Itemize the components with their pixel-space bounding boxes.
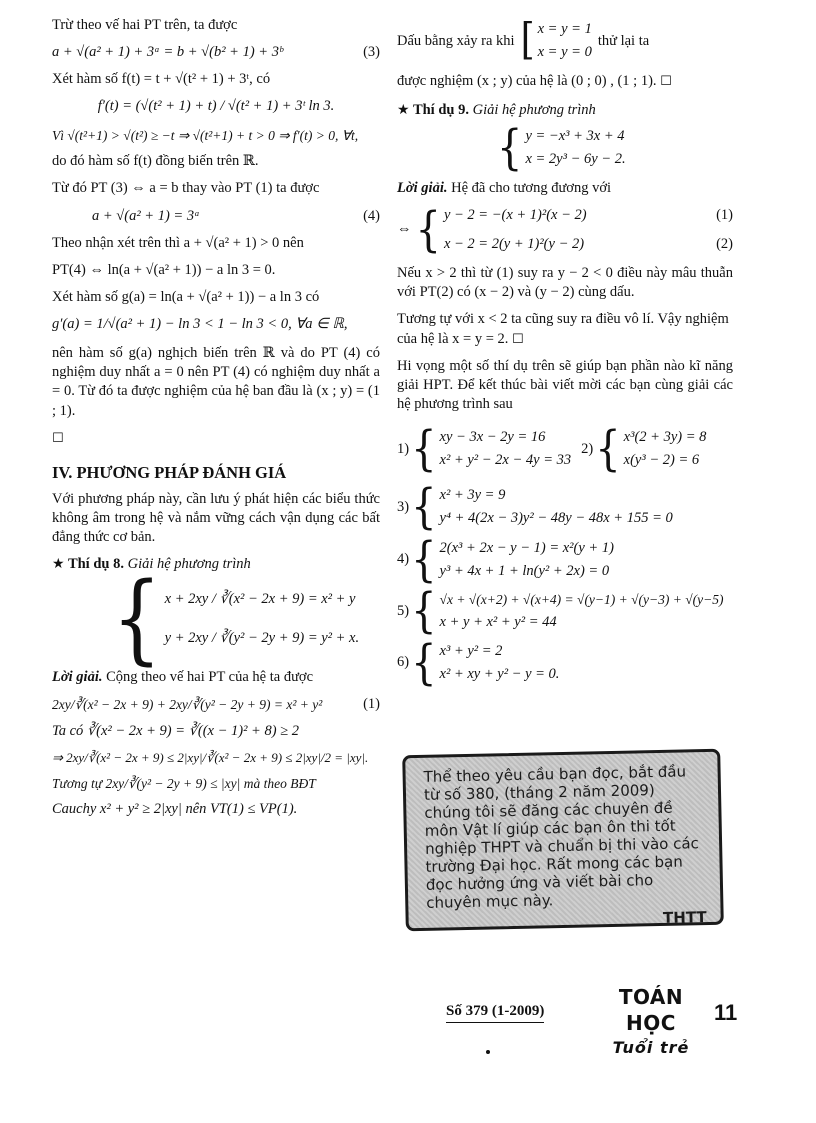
example-label: Thí dụ 9. <box>412 102 469 119</box>
system-row: x³ + y² = 2 <box>439 642 503 659</box>
derivative-formula: f′(t) = (√(t² + 1) + t) / √(t² + 1) + 3ᵗ ln 3. <box>97 98 335 115</box>
solution-label: Lời giải. <box>397 179 448 196</box>
system-row: x + 2xy / ∛(x² − 2x + 9) = x² + y <box>164 590 356 607</box>
solution-label: Lời giải. <box>52 669 103 686</box>
brace-icon: { <box>411 421 437 477</box>
paragraph: thử lại ta <box>597 32 650 49</box>
paragraph: Vì √(t²+1) > √(t²) ≥ −t ⇒ √(t²+1) + t > 0 ⇒ f′(t) > 0, ∀t, <box>52 127 359 143</box>
paragraph: Từ đó PT (3) ⇔ a = b thay vào PT (1) ta được <box>52 180 320 197</box>
equation-tag: (1) <box>363 696 380 713</box>
brace-icon: { <box>112 562 162 676</box>
page-footer <box>446 984 746 1057</box>
problem-number: 6) <box>397 654 410 671</box>
equation-3 <box>52 43 380 62</box>
problem-5 <box>397 583 733 639</box>
system-row: y + 2xy / ∛(y² − 2y + 9) = y² + x. <box>164 630 360 647</box>
paragraph: Xét hàm số g(a) = ln(a + √(a² + 1)) − a ln 3 có <box>52 288 320 305</box>
example-heading: Giải hệ phương trình <box>127 555 251 572</box>
system-row: x² + 3y = 9 <box>439 487 506 504</box>
problem-4 <box>397 532 733 588</box>
paragraph: PT(4) ⇔ ln(a + √(a² + 1)) − a ln 3 = 0. <box>52 261 276 278</box>
example-9-title <box>397 101 733 120</box>
brace-icon: { <box>497 120 523 176</box>
paragraph-text: được nghiệm (x ; y) của hệ là (0 ; 0) , (1 ; 1). <box>397 73 657 90</box>
notice-box <box>402 749 724 932</box>
example-label: Thí dụ 8. <box>67 555 124 572</box>
paragraph <box>397 310 733 348</box>
case-row: x = y = 1 <box>537 21 592 37</box>
logo-bottom-text: Tuổi trẻ <box>612 1037 690 1057</box>
issue-number: Số 379 (1-2009) <box>446 1002 544 1023</box>
system-row: x = 2y³ − 6y − 2. <box>525 150 626 167</box>
equation-tag: (4) <box>363 207 380 224</box>
notice-signature: THTT <box>662 908 707 927</box>
paragraph: Tương tự 2xy/∛(y² − 2y + 9) ≤ |xy| mà theo BĐT <box>52 775 316 791</box>
paragraph: Nếu x > 2 thì từ (1) suy ra y − 2 < 0 điều này mâu thuẫn với PT(2) có (x − 2) và (y − 2) cùng dấu. <box>397 265 733 301</box>
problem-number: 2) <box>581 440 594 457</box>
g-derivative-formula: g′(a) = 1/√(a² + 1) − ln 3 < 1 − ln 3 < 0, ∀a ∈ ℝ, <box>52 316 348 333</box>
problem-number: 5) <box>397 602 410 619</box>
problem-number: 3) <box>397 498 410 515</box>
paragraph <box>397 72 733 91</box>
system-row: √x + √(x+2) + √(x+4) = √(y−1) + √(y−3) + √(y−5) <box>439 591 724 607</box>
system-row: x(y³ − 2) = 6 <box>623 452 700 469</box>
problem-6 <box>397 635 733 691</box>
paragraph: Theo nhận xét trên thì a + √(a² + 1) > 0 nên <box>52 234 304 251</box>
system-row: y³ + 4x + 1 + ln(y² + 2x) = 0 <box>439 562 610 579</box>
case-row: x = y = 0 <box>537 44 592 61</box>
equation-tag: (3) <box>363 44 380 61</box>
system-row: y − 2 = −(x + 1)²(x − 2) <box>443 206 587 223</box>
system-row: x − 2 = 2(y + 1)²(y − 2) <box>443 236 585 252</box>
paragraph: ⇒ 2xy/∛(x² − 2x + 9) ≤ 2|xy|/∛(x² − 2x + 9) ≤ 2|xy|/2 = |xy|. <box>52 750 369 766</box>
paragraph: Ta có ∛(x² − 2x + 9) = ∛((x − 1)² + 8) ≥ 2 <box>52 723 300 740</box>
problem-2 <box>581 421 707 477</box>
magazine-logo <box>596 984 706 1058</box>
solution-intro <box>52 668 380 687</box>
equation-4 <box>52 207 380 226</box>
qed-icon: ☐ <box>512 331 524 347</box>
problem-number: 4) <box>397 551 410 568</box>
paragraph-text: Tương tự với x < 2 ta cũng suy ra điều vô lí. Vậy nghiệm của hệ là x = y = 2. <box>397 311 729 347</box>
brace-icon: { <box>415 202 441 258</box>
paragraph: Xét hàm số f(t) = t + √(t² + 1) + 3ᵗ, có <box>52 71 271 88</box>
solution-text: Hệ đã cho tương đương với <box>451 179 612 196</box>
system-row: y⁴ + 4(2x − 3)y² − 48y − 48x + 155 = 0 <box>439 510 673 527</box>
problem-1 <box>397 421 572 477</box>
paragraph: do đó hàm số f(t) đồng biến trên ℝ. <box>52 153 259 170</box>
brace-icon: { <box>411 635 437 691</box>
example-8-title <box>52 555 380 574</box>
section-title: IV. PHƯƠNG PHÁP ĐÁNH GIÁ <box>52 462 287 482</box>
paragraph: Trừ theo vế hai PT trên, ta được <box>52 17 238 33</box>
paragraph: nên hàm số g(a) nghịch biến trên ℝ và do PT (4) có nghiệm duy nhất a = 0 nên PT (4) có nghiệm duy nhất a = 0. Từ đó ta được nghiệm của hệ ban đầu là (x ; y) = (1 ; 1). <box>52 345 380 419</box>
example-heading: Giải hệ phương trình <box>472 102 596 119</box>
brace-icon: { <box>595 421 621 477</box>
problem-3 <box>397 479 733 535</box>
notice-text: Thể theo yêu cầu bạn đọc, bắt đầu từ số 380, (tháng 2 năm 2009) chúng tôi sẽ đăng các chuyên đề môn Vật lí giúp các bạn ôn thi tốt nghiệp THPT và chuẩn bị thi vào các trường Đại học. Rất mong các bạn đọc hưởng ứng và viết bài cho chuyên mục này. <box>423 762 699 912</box>
equation-tag: (2) <box>716 236 733 252</box>
bracket-icon: [ <box>520 15 535 66</box>
scan-speck <box>486 1050 490 1054</box>
system-row: xy − 3x − 2y = 16 <box>439 429 546 445</box>
star-icon: ★ <box>52 555 65 572</box>
equation-system <box>397 120 733 176</box>
system-row: x + y + x² + y² = 44 <box>439 613 557 630</box>
paragraph: Dấu bằng xảy ra khi <box>397 32 515 49</box>
problems-1-2 <box>397 422 733 480</box>
brace-icon: { <box>411 532 437 588</box>
qed-icon: ☐ <box>660 74 672 90</box>
brace-icon: { <box>411 479 437 535</box>
system-row: x² + y² − 2x − 4y = 33 <box>439 452 572 469</box>
equivalence-icon: ⇔ <box>397 221 412 238</box>
system-row: x² + xy + y² − y = 0. <box>439 665 560 682</box>
logo-top-text: TOÁN HỌC <box>618 985 684 1036</box>
equation-text: a + √(a² + 1) = 3ᵃ <box>92 207 200 224</box>
right-column <box>397 16 733 694</box>
problem-number: 1) <box>397 440 410 457</box>
page-number: 11 <box>714 1000 738 1025</box>
system-row: y = −x³ + 3x + 4 <box>525 127 625 144</box>
system-row: x³(2 + 3y) = 8 <box>623 429 707 445</box>
equality-condition <box>397 15 733 66</box>
equation-text: 2xy/∛(x² − 2x + 9) + 2xy/∛(y² − 2y + 9) = x² + y² <box>52 696 323 712</box>
brace-icon: { <box>411 583 437 639</box>
solution-text: Cộng theo vế hai PT của hệ ta được <box>106 669 314 686</box>
equation-text: a + √(a² + 1) + 3ᵃ = b + √(b² + 1) + 3ᵇ <box>52 44 283 61</box>
paragraph: Với phương pháp này, cần lưu ý phát hiện các biểu thức không âm trong hệ và nắm vững cách vận dụng các bất đẳng thức cơ bản. <box>52 490 380 545</box>
system-row: 2(x³ + 2x − y − 1) = x²(y + 1) <box>439 539 614 556</box>
equivalent-system <box>397 202 733 258</box>
star-icon: ★ <box>397 102 410 119</box>
paragraph: Hi vọng một số thí dụ trên sẽ giúp bạn phần nào kĩ năng giải HPT. Để kết thúc bài viết mời các bạn cùng giải các hệ phương trình sau <box>397 357 733 412</box>
solution-equation-1 <box>52 695 380 714</box>
equation-tag: (1) <box>716 206 733 223</box>
solution-intro <box>397 179 733 198</box>
left-column <box>52 16 380 828</box>
paragraph: Cauchy x² + y² ≥ 2|xy| nên VT(1) ≤ VP(1). <box>52 801 298 818</box>
qed-icon: ☐ <box>52 430 64 446</box>
